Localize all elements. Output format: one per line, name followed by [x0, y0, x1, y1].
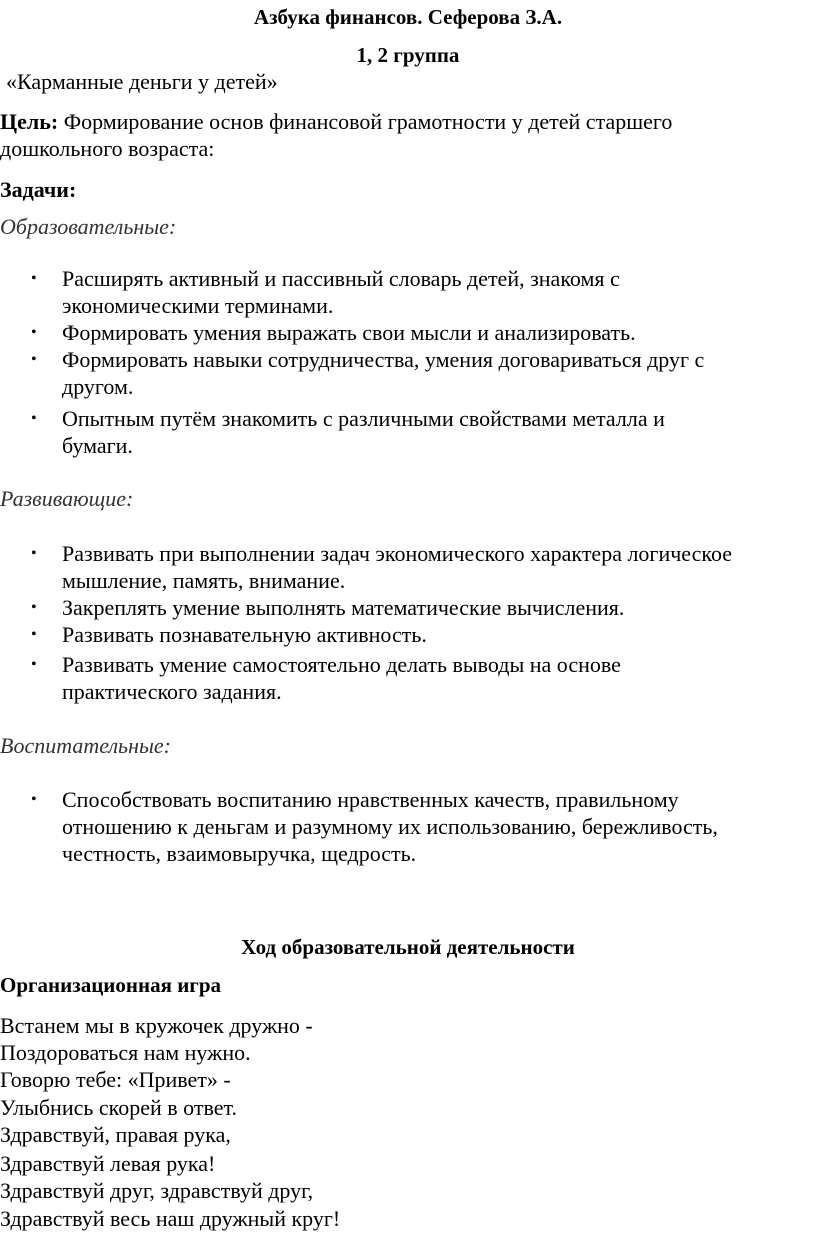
- upbringing-heading: Воспитательные:: [0, 733, 171, 758]
- topic-title: «Карманные деньги у детей»: [6, 69, 278, 94]
- poem-line: Улыбнись скорей в ответ.: [0, 1095, 237, 1120]
- list-item-cont: честность, взаимовыручка, щедрость.: [62, 841, 417, 866]
- bullet-icon: •: [31, 324, 37, 341]
- list-item: Расширять активный и пассивный словарь детей, знакомя с: [62, 266, 620, 291]
- goal-line-2: дошкольного возраста:: [0, 136, 215, 161]
- activity-heading: Ход образовательной деятельности: [241, 935, 575, 959]
- list-item-cont: другом.: [62, 374, 134, 399]
- list-item-cont: бумаги.: [62, 433, 133, 458]
- poem-line: Поздороваться нам нужно.: [0, 1040, 251, 1065]
- developing-heading: Развивающие:: [0, 486, 134, 511]
- poem-line: Говорю тебе: «Привет» -: [0, 1067, 231, 1092]
- list-item: Закреплять умение выполнять математические вычисления.: [62, 595, 625, 620]
- list-item: Способствовать воспитанию нравственных качеств, правильному: [62, 787, 679, 812]
- bullet-icon: •: [31, 545, 37, 562]
- goal-text-1: Формирование основ финансовой грамотности у детей старшего: [58, 109, 673, 134]
- list-item-cont: экономическими терминами.: [62, 293, 334, 318]
- bullet-icon: •: [31, 791, 37, 808]
- bullet-icon: •: [31, 626, 37, 643]
- goal-line-1: [0, 109, 672, 135]
- poem-line: Здравствуй, правая рука,: [0, 1122, 231, 1147]
- poem-line: Встанем мы в кружочек дружно -: [0, 1013, 313, 1038]
- list-item: Развивать познавательную активность.: [62, 622, 427, 647]
- poem-line: Здравствуй друг, здравствуй друг,: [0, 1178, 314, 1203]
- bullet-icon: •: [31, 410, 37, 427]
- list-item: Развивать при выполнении задач экономического характера логическое: [62, 541, 732, 566]
- educational-heading: Образовательные:: [0, 214, 177, 239]
- list-item: Развивать умение самостоятельно делать выводы на основе: [62, 652, 621, 677]
- game-heading: Организационная игра: [0, 973, 222, 997]
- document-title: Азбука финансов. Сеферова З.А.: [253, 5, 563, 29]
- bullet-icon: •: [31, 270, 37, 287]
- bullet-icon: •: [31, 656, 37, 673]
- list-item: Формировать навыки сотрудничества, умения договариваться друг с: [62, 347, 705, 372]
- list-item-cont: отношению к деньгам и разумному их использованию, бережливость,: [62, 814, 718, 839]
- tasks-label: Задачи:: [0, 177, 77, 202]
- poem-line: Здравствуй левая рука!: [0, 1151, 216, 1176]
- list-item: Опытным путём знакомить с различными свойствами металла и: [62, 406, 665, 431]
- list-item-cont: мышление, память, внимание.: [62, 568, 346, 593]
- group-label: 1, 2 группа: [356, 43, 460, 67]
- poem-line: Здравствуй весь наш дружный круг!: [0, 1206, 341, 1231]
- bullet-icon: •: [31, 599, 37, 616]
- list-item-cont: практического задания.: [62, 679, 282, 704]
- list-item: Формировать умения выражать свои мысли и анализировать.: [62, 320, 636, 345]
- bullet-icon: •: [31, 351, 37, 368]
- goal-label: Цель:: [0, 109, 59, 134]
